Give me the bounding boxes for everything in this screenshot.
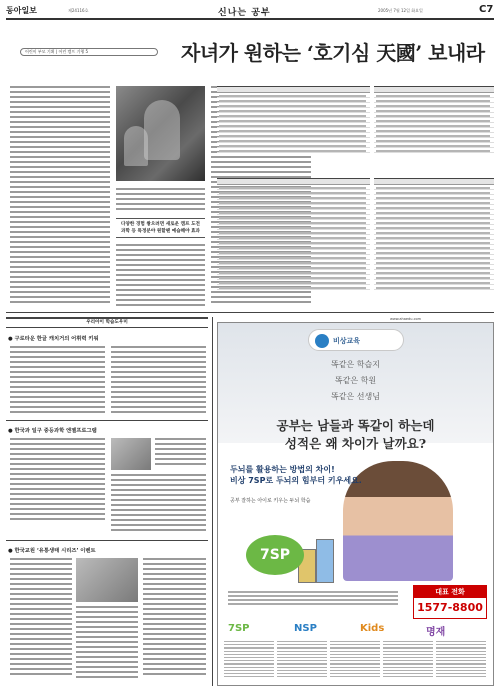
ad-brand: NSP: [294, 623, 317, 634]
logo-icon: [315, 334, 329, 348]
side-section-body: [111, 474, 206, 534]
side-section-title: ● 구로타운 한글 캐치거의 어휘력 키워: [8, 336, 99, 342]
side-section-body: [143, 558, 206, 678]
ad-brand: 7SP: [228, 623, 250, 634]
section-title: 신나는 공부: [218, 8, 271, 18]
side-section-body: [155, 438, 206, 468]
camp-table-3: [374, 86, 494, 153]
camp-table-1: [217, 86, 370, 153]
column-divider: [212, 317, 213, 686]
photo-figure: [144, 100, 180, 160]
article-banner: [6, 25, 494, 71]
ad-message-line: 두뇌를 활용하는 방법의 차이!: [230, 465, 335, 474]
advertisement: [217, 322, 494, 686]
ad-brand-row: [224, 623, 488, 637]
ad-fine-print: [228, 591, 398, 609]
ad-slogan-line-1: 공부는 남들과 똑같이 하는데: [276, 418, 435, 433]
page-number: C7: [479, 4, 494, 15]
side-section-title: ● 한국교원 ‘유통생태 시리즈’ 이벤트: [8, 548, 96, 554]
ad-slogan: [218, 417, 493, 453]
side-section-photo: [76, 558, 138, 602]
ad-soft-line: 똑같은 선생님: [331, 392, 380, 401]
article-column-1: [10, 86, 110, 306]
ad-branch-column: [330, 641, 380, 683]
ad-message: [230, 464, 362, 486]
ad-soft-line: 똑같은 학습지: [331, 360, 380, 369]
ad-phone-title: 대표 전화: [414, 586, 486, 598]
side-section-body: [10, 558, 72, 678]
pull-quote-line-1: 다양한 경험 쌓으려면 새로운 캠프 도전: [121, 222, 200, 227]
headline: 자녀가 원하는 ‘호기심 天國’ 보내라: [181, 41, 485, 65]
issue-date: 2005년 7월 12일 화요일: [378, 8, 423, 13]
ad-phone-box: [413, 585, 487, 619]
ad-branch-column: [383, 641, 433, 683]
side-section-title: ● 한국과 일구 중등과학 엔젤프로그램: [8, 428, 97, 434]
ad-branch-column: [277, 641, 327, 683]
ad-branch-column: [436, 641, 486, 683]
pull-quote: [116, 218, 205, 238]
section-divider: [6, 312, 494, 313]
ad-message-line: 비상 7SP로 두뇌의 힘부터 키우세요.: [230, 476, 362, 485]
ad-branch-column: [224, 641, 274, 683]
photo-figure: [124, 126, 148, 166]
ad-slogan-line-2: 성적은 왜 차이가 날까요?: [284, 436, 427, 451]
camp-table-4: [374, 178, 494, 290]
section-divider: [6, 420, 208, 421]
ad-logo: [308, 329, 404, 351]
advertiser-url: www.ahaedu.com: [390, 317, 422, 321]
page-header: [6, 4, 494, 20]
side-section-body: [10, 346, 105, 416]
ad-submessage: 공부 잘하는 아이로 키우는 두뇌 학습: [230, 498, 311, 504]
article-photo: [116, 86, 205, 181]
ad-logo-text: 비상교육: [333, 337, 361, 345]
ad-branch-list: [224, 641, 488, 683]
issue-number: 제24116호: [68, 8, 89, 13]
camp-table-2: [217, 178, 370, 290]
side-column-header: 우리아이 학습도우미: [6, 317, 208, 328]
newspaper-name: 동아일보: [6, 6, 37, 15]
ad-phone-number: 1577-8800: [417, 601, 483, 614]
ad-product-logo: 7SP: [246, 535, 304, 575]
side-section-photo: [111, 438, 151, 470]
side-section-body: [111, 346, 206, 416]
photo-caption: [116, 188, 205, 213]
ad-brand: Kids: [360, 623, 385, 634]
pull-quote-line-2: 과학 등 특정분야 원할땐 예습해야 효과: [121, 229, 200, 234]
side-section-body: [76, 606, 138, 681]
ad-brand: 명재: [426, 627, 446, 638]
article-column-2b: [116, 244, 205, 309]
section-divider: [6, 540, 208, 541]
ad-soft-line: 똑같은 학원: [334, 376, 377, 385]
side-section-body: [10, 438, 105, 523]
series-tag: 어린이 부모 기획 | 어린 캠프 기행 5: [20, 48, 158, 56]
